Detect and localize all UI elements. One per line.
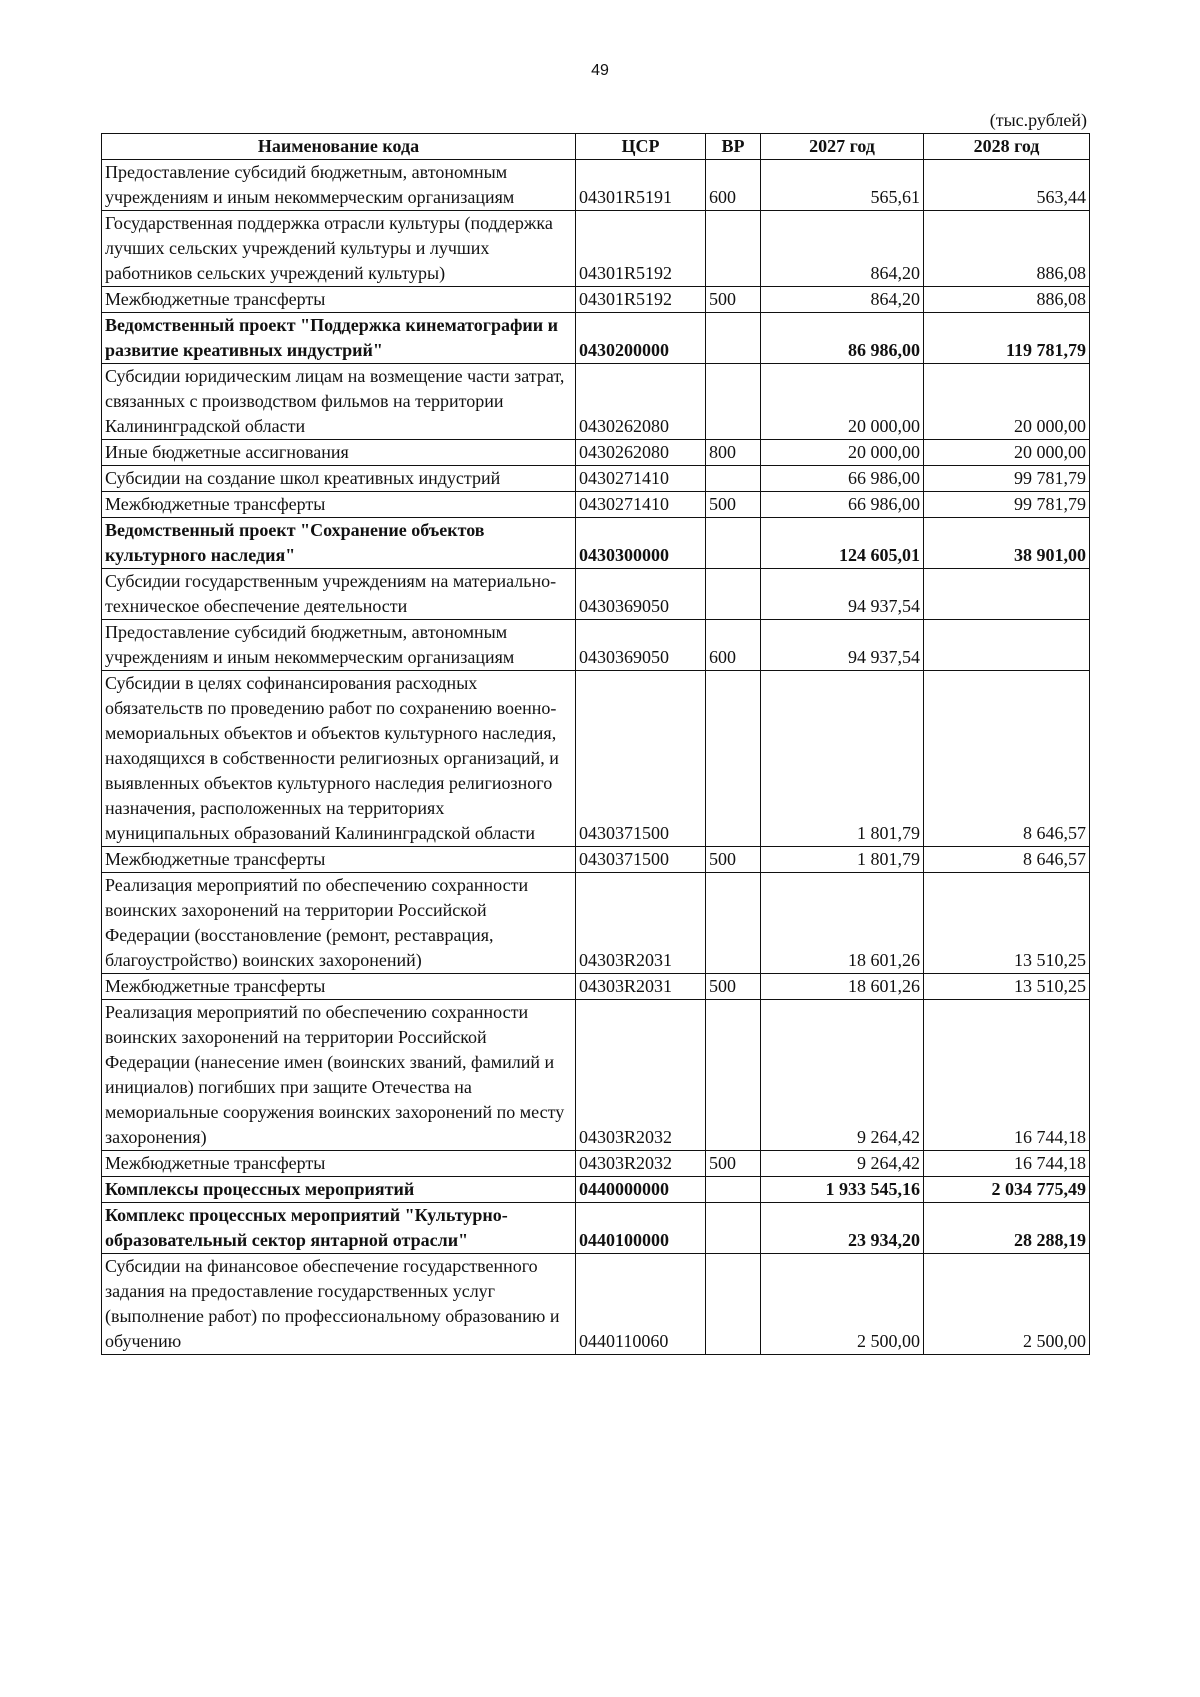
cell-csr: 0430371500 [576,671,706,847]
cell-2028: 886,08 [924,211,1090,287]
cell-vr: 500 [706,1151,761,1177]
table-row [102,313,1090,364]
cell-2027: 9 264,42 [761,1000,924,1151]
cell-2028: 119 781,79 [924,313,1090,364]
cell-name: Предоставление субсидий бюджетным, автономным учреждениям и иным некоммерческим организациям [102,620,576,671]
cell-vr [706,569,761,620]
table-row [102,1203,1090,1254]
cell-name: Иные бюджетные ассигнования [102,440,576,466]
header-2027: 2027 год [761,134,924,160]
cell-vr [706,1254,761,1355]
table-row [102,1254,1090,1355]
cell-name: Субсидии на финансовое обеспечение государственного задания на предоставление государственных услуг (выполнение работ) по профессиональному образованию и обучению [102,1254,576,1355]
table-row [102,1151,1090,1177]
cell-2028: 16 744,18 [924,1000,1090,1151]
cell-2027: 18 601,26 [761,974,924,1000]
cell-name: Реализация мероприятий по обеспечению сохранности воинских захоронений на территории Российской Федерации (нанесение имен (воинских званий, фамилий и инициалов) погибших при защите Отечества на мемориальные сооружения воинских захоронений по месту захоронения) [102,1000,576,1151]
cell-2027: 864,20 [761,287,924,313]
header-name: Наименование кода [102,134,576,160]
cell-vr [706,1203,761,1254]
cell-2028: 99 781,79 [924,466,1090,492]
cell-2028: 8 646,57 [924,671,1090,847]
table-body [102,160,1090,1355]
cell-name: Ведомственный проект "Сохранение объектов культурного наследия" [102,518,576,569]
table-row [102,287,1090,313]
cell-2027: 1 801,79 [761,847,924,873]
table-header-row [102,134,1090,160]
cell-vr: 800 [706,440,761,466]
cell-2027: 94 937,54 [761,620,924,671]
cell-2028: 20 000,00 [924,440,1090,466]
cell-csr: 04301R5192 [576,211,706,287]
cell-2028: 99 781,79 [924,492,1090,518]
cell-2027: 2 500,00 [761,1254,924,1355]
cell-name: Межбюджетные трансферты [102,492,576,518]
cell-2027: 864,20 [761,211,924,287]
table-row [102,974,1090,1000]
cell-2027: 1 801,79 [761,671,924,847]
cell-csr: 04303R2032 [576,1151,706,1177]
cell-vr [706,313,761,364]
cell-vr [706,671,761,847]
cell-csr: 0430371500 [576,847,706,873]
cell-vr [706,1177,761,1203]
cell-2027: 66 986,00 [761,492,924,518]
cell-name: Государственная поддержка отрасли культуры (поддержка лучших сельских учреждений культуры и лучших работников сельских учреждений культуры) [102,211,576,287]
table-row [102,873,1090,974]
cell-vr: 600 [706,160,761,211]
table-row [102,620,1090,671]
cell-csr: 0440110060 [576,1254,706,1355]
cell-csr: 04303R2031 [576,873,706,974]
table-row [102,847,1090,873]
cell-vr [706,466,761,492]
cell-2028: 13 510,25 [924,873,1090,974]
cell-2028: 2 034 775,49 [924,1177,1090,1203]
header-vr: ВР [706,134,761,160]
cell-name: Субсидии в целях софинансирования расходных обязательств по проведению работ по сохранению военно-мемориальных объектов и объектов культурного наследия, находящихся в собственности религиозных организаций, и выявленных объектов культурного наследия религиозного назначения, расположенных на территориях муниципальных образований Калининградской области [102,671,576,847]
cell-csr: 04301R5192 [576,287,706,313]
cell-csr: 0430369050 [576,620,706,671]
cell-csr: 0440000000 [576,1177,706,1203]
cell-2028: 8 646,57 [924,847,1090,873]
cell-name: Межбюджетные трансферты [102,974,576,1000]
table-row [102,671,1090,847]
cell-name: Субсидии на создание школ креативных индустрий [102,466,576,492]
cell-csr: 0430262080 [576,364,706,440]
header-2028: 2028 год [924,134,1090,160]
table-row [102,466,1090,492]
cell-csr: 0430369050 [576,569,706,620]
cell-2028: 2 500,00 [924,1254,1090,1355]
cell-name: Межбюджетные трансферты [102,1151,576,1177]
cell-csr: 0430200000 [576,313,706,364]
cell-2027: 565,61 [761,160,924,211]
cell-name: Реализация мероприятий по обеспечению сохранности воинских захоронений на территории Российской Федерации (восстановление (ремонт, реставрация, благоустройство) воинских захоронений) [102,873,576,974]
cell-csr: 0430300000 [576,518,706,569]
table-row [102,492,1090,518]
cell-name: Межбюджетные трансферты [102,287,576,313]
cell-vr: 500 [706,287,761,313]
cell-vr [706,1000,761,1151]
cell-csr: 04303R2031 [576,974,706,1000]
header-csr: ЦСР [576,134,706,160]
cell-2028: 20 000,00 [924,364,1090,440]
cell-vr [706,873,761,974]
cell-2028: 28 288,19 [924,1203,1090,1254]
cell-name: Комплекс процессных мероприятий "Культурно-образовательный сектор янтарной отрасли" [102,1203,576,1254]
cell-name: Субсидии юридическим лицам на возмещение части затрат, связанных с производством фильмов на территории Калининградской области [102,364,576,440]
cell-2027: 1 933 545,16 [761,1177,924,1203]
table-row [102,569,1090,620]
cell-name: Комплексы процессных мероприятий [102,1177,576,1203]
cell-2027: 66 986,00 [761,466,924,492]
cell-2027: 20 000,00 [761,364,924,440]
cell-vr [706,518,761,569]
cell-2028: 38 901,00 [924,518,1090,569]
cell-csr: 0430271410 [576,466,706,492]
cell-name: Субсидии государственным учреждениям на материально-техническое обеспечение деятельности [102,569,576,620]
cell-2027: 20 000,00 [761,440,924,466]
cell-name: Предоставление субсидий бюджетным, автономным учреждениям и иным некоммерческим организациям [102,160,576,211]
cell-vr [706,211,761,287]
cell-vr: 500 [706,847,761,873]
cell-2028: 13 510,25 [924,974,1090,1000]
cell-vr: 600 [706,620,761,671]
budget-table [101,133,1090,1355]
cell-csr: 0430271410 [576,492,706,518]
cell-2028: 563,44 [924,160,1090,211]
cell-2027: 18 601,26 [761,873,924,974]
cell-2028: 16 744,18 [924,1151,1090,1177]
cell-2027: 94 937,54 [761,569,924,620]
table-row [102,440,1090,466]
cell-name: Ведомственный проект "Поддержка кинематографии и развитие креативных индустрий" [102,313,576,364]
cell-2027: 86 986,00 [761,313,924,364]
cell-csr: 04303R2032 [576,1000,706,1151]
cell-2027: 124 605,01 [761,518,924,569]
cell-name: Межбюджетные трансферты [102,847,576,873]
table-row [102,211,1090,287]
cell-vr: 500 [706,974,761,1000]
cell-vr: 500 [706,492,761,518]
cell-2028: 886,08 [924,287,1090,313]
cell-csr: 0440100000 [576,1203,706,1254]
cell-2027: 9 264,42 [761,1151,924,1177]
cell-csr: 0430262080 [576,440,706,466]
cell-2028 [924,620,1090,671]
table-row [102,518,1090,569]
table-row [102,160,1090,211]
cell-vr [706,364,761,440]
table-row [102,364,1090,440]
table-row [102,1000,1090,1151]
cell-2027: 23 934,20 [761,1203,924,1254]
page-number: 49 [591,62,609,79]
unit-label: (тыс.рублей) [989,110,1087,130]
table-row [102,1177,1090,1203]
cell-2028 [924,569,1090,620]
cell-csr: 04301R5191 [576,160,706,211]
